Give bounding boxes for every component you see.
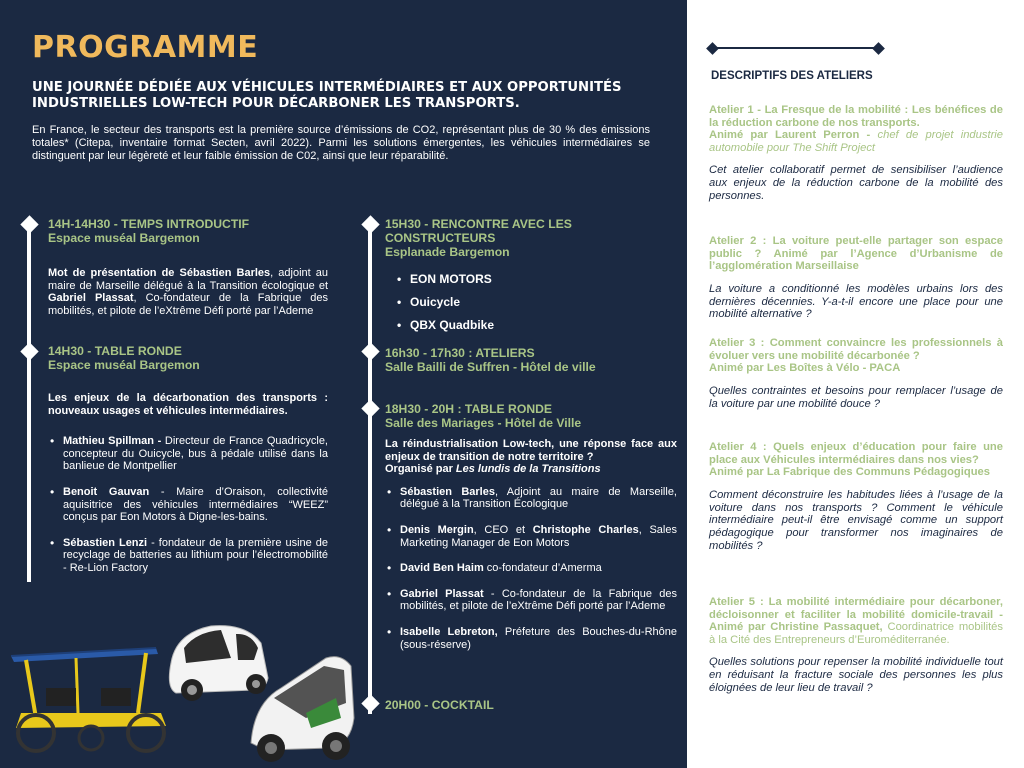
- atelier-description: Comment déconstruire les habitudes liées à l’usage de la voiture dans nos transports ? Comment le véhicule intermédiaire peut-il être envisagé comme un support pédagogique pour transformer nos imaginaires de mobilités ?: [709, 488, 1003, 552]
- decorative-divider: [711, 47, 879, 49]
- session-description: Mot de présentation de Sébastien Barles, adjoint au maire de Marseille délégué à la Transition écologique et Gabriel Plassat, Co-fondateur de la Fabrique des mobilités, et pilote de l’eXtrême Défi porté par l’Ademe: [48, 267, 328, 317]
- session-cocktail: [385, 698, 677, 712]
- speaker-name: Isabelle Lebreton,: [400, 625, 498, 638]
- session-place: Salle des Mariages - Hôtel de Ville: [385, 416, 582, 430]
- speaker-name: Gabriel Plassat: [400, 587, 484, 600]
- session-place: Esplanade Bargemon: [385, 245, 510, 259]
- speaker-name: Denis Mergin: [400, 523, 474, 536]
- session-time: 15H30 - RENCONTRE AVEC LES: [385, 217, 572, 231]
- session-time: 16h30 - 17h30 : ATELIERS: [385, 346, 535, 360]
- session-place: Espace muséal Bargemon: [48, 231, 200, 245]
- atelier-5: [709, 596, 1003, 695]
- speaker-role: co-fondateur d’Amerma: [483, 562, 602, 575]
- atelier-description: Quelles solutions pour repenser la mobilité individuelle tout en réduisant la fracture sociale des personnes les plus éloignées de leur lieu de travail ?: [709, 656, 1003, 694]
- divider-marker: [872, 42, 885, 55]
- speaker-role: - Maire d’Oraison, collectivité aquisitrice des véhicules intermédiaires “WEEZ” conçus par Eon Motors à Digne-les-bains.: [63, 485, 328, 524]
- timeline-marker: [20, 342, 38, 360]
- atelier-description: La voiture a conditionné les modèles urbains lors des dernières décennies. Y-a-t-il encore une place pour une mobilité alternative ?: [709, 282, 1003, 321]
- timeline-marker: [361, 342, 379, 360]
- atelier-3: [709, 337, 1003, 410]
- atelier-description: Cet atelier collaboratif permet de sensibiliser l’audience aux enjeux de la réduction carbone de la mobilité des personnes.: [709, 164, 1003, 202]
- intro-paragraph: En France, le secteur des transports est la première source d’émissions de CO2, représentant plus de 30 % des émissions totales* (Citepa, inventaire format Secten, avril 2022). Parmi les solutions émergentes, les véhicules intermédiaires se distinguent par leur légèreté et leur faible émission de C02, ainsi que leur réparabilité.: [32, 124, 650, 162]
- ateliers-heading: DESCRIPTIFS DES ATELIERS: [711, 70, 873, 82]
- session-time-cont: CONSTRUCTEURS: [385, 231, 496, 245]
- speaker-role: Préfeture des Bouches-du-Rhône (sous-réserve): [400, 625, 678, 651]
- session-time: 14H30 - TABLE RONDE: [48, 344, 182, 358]
- microcar-image: [169, 626, 268, 701]
- atelier-title: Atelier 2 : La voiture peut-elle partager son espace public ? Animé par l’Agence d’Urbanisme de l’agglomération Marseillaise: [709, 235, 1003, 273]
- session-intro: [48, 217, 328, 317]
- session-table-ronde-1: [48, 344, 328, 588]
- speaker-item: [385, 486, 677, 511]
- atelier-title: Atelier 3 : Comment convaincre les professionnels à évoluer vers une mobilité décarbonée ? Animé par Les Boîtes à Vélo - PACA: [709, 337, 1003, 375]
- speaker-item: [48, 435, 328, 473]
- divider-marker: [706, 42, 719, 55]
- speaker-list: [385, 486, 677, 651]
- page-title: PROGRAMME: [32, 30, 259, 65]
- speaker-item: [385, 524, 677, 549]
- speaker-role: Directeur de France Quadricycle, concepteur du Ouicycle, bus à pédale utilisé dans la banlieue de Montpellier: [63, 435, 328, 473]
- speaker-item: [385, 588, 677, 613]
- speaker-item: [48, 537, 328, 575]
- timeline-marker: [20, 215, 38, 233]
- session-ateliers: [385, 346, 677, 374]
- speaker-role: - fondateur de la première usine de recyclage de batteries au lithium pour l’électromobilité - Re-Lion Factory: [63, 536, 328, 574]
- speaker-name: Sébastien Lenzi: [63, 536, 148, 549]
- timeline-left: [27, 224, 31, 582]
- speaker-role: , Adjoint au maire de Marseille, délégué à la Transition Écologique: [400, 485, 677, 511]
- speaker-item: [48, 486, 328, 524]
- session-constructeurs: [385, 217, 677, 341]
- session-place: Salle Bailli de Suffren - Hôtel de ville: [385, 360, 596, 374]
- speaker-name: Sébastien Barles: [400, 485, 495, 498]
- brand-item: • Ouicycle: [385, 295, 677, 309]
- session-time: 20H00 - COCKTAIL: [385, 698, 494, 712]
- brand-item: • QBX Quadbike: [385, 318, 677, 332]
- session-organizer: Organisé par Les lundis de la Transitions: [385, 463, 601, 476]
- speaker-item: [385, 626, 677, 651]
- session-time: 18H30 - 20H : TABLE RONDE: [385, 402, 553, 416]
- atelier-description: Quelles contraintes et besoins pour remplacer l’usage de la voiture par une mobilité douce ?: [709, 384, 1003, 410]
- timeline-marker: [361, 215, 379, 233]
- quadricycle-image: [11, 648, 166, 751]
- timeline-marker: [361, 694, 379, 712]
- speaker-role: , Sales Marketing Manager de Eon Motors: [400, 523, 677, 549]
- vehicles-illustration: [6, 618, 361, 768]
- speaker-name: David Ben Haim: [400, 562, 484, 575]
- atelier-title: Atelier 1 - La Fresque de la mobilité : Les bénéfices de la réduction carbone de nos transports. Animé par Laurent Perron - chef de projet industrie automobile pour The Shift Project: [709, 104, 1004, 154]
- session-topic: Les enjeux de la décarbonation des transports : nouveaux usages et véhicules intermédiaires.: [48, 392, 328, 417]
- timeline-marker: [361, 399, 379, 417]
- speaker-connector: , CEO et: [473, 523, 533, 536]
- page-subtitle: UNE JOURNÉE DÉDIÉE AUX VÉHICULES INTERMÉDIAIRES ET AUX OPPORTUNITÉS INDUSTRIELLES LOW-TECH POUR DÉCARBONER LES TRANSPORTS.: [32, 80, 622, 111]
- session-time: 14H-14H30 - TEMPS INTRODUCTIF: [48, 217, 250, 231]
- atelier-1: [709, 104, 1003, 203]
- session-topic: La réindustrialisation Low-tech, une réponse face aux enjeux de transition de notre territoire ?: [385, 438, 677, 463]
- atelier-title: Atelier 5 : La mobilité intermédiaire pour décarboner, décloisonner et faciliter la mobilité domicile-travail - Animé par Christine Passaquet, Coordinatrice mobilités à la Cité des Entrepreneurs d’Euroméditerranée.: [709, 596, 1003, 646]
- session-table-ronde-2: [385, 402, 677, 664]
- session-place: Espace muséal Bargemon: [48, 358, 200, 372]
- speaker-role: - Co-fondateur de la Fabrique des mobilités, et pilote de l’eXtrême Défi porté par l’Ademe: [400, 587, 677, 613]
- speaker-name: Mathieu Spillman -: [63, 435, 162, 448]
- ateliers-panel: [687, 0, 1024, 768]
- timeline-middle: [368, 224, 372, 714]
- brand-list: [385, 272, 677, 332]
- atelier-4: [709, 441, 1003, 553]
- speaker-list: [48, 435, 328, 574]
- speaker-item: [385, 562, 677, 575]
- atelier-title: Atelier 4 : Quels enjeux d’éducation pour faire une place aux Véhicules intermédiaires dans nos vies? Animé par La Fabrique des Communs Pédagogiques: [709, 441, 1003, 479]
- speaker-name: Christophe Charles: [532, 523, 639, 536]
- speaker-name: Benoit Gauvan: [63, 485, 150, 498]
- atelier-2: [709, 235, 1003, 321]
- brand-item: • EON MOTORS: [385, 272, 677, 286]
